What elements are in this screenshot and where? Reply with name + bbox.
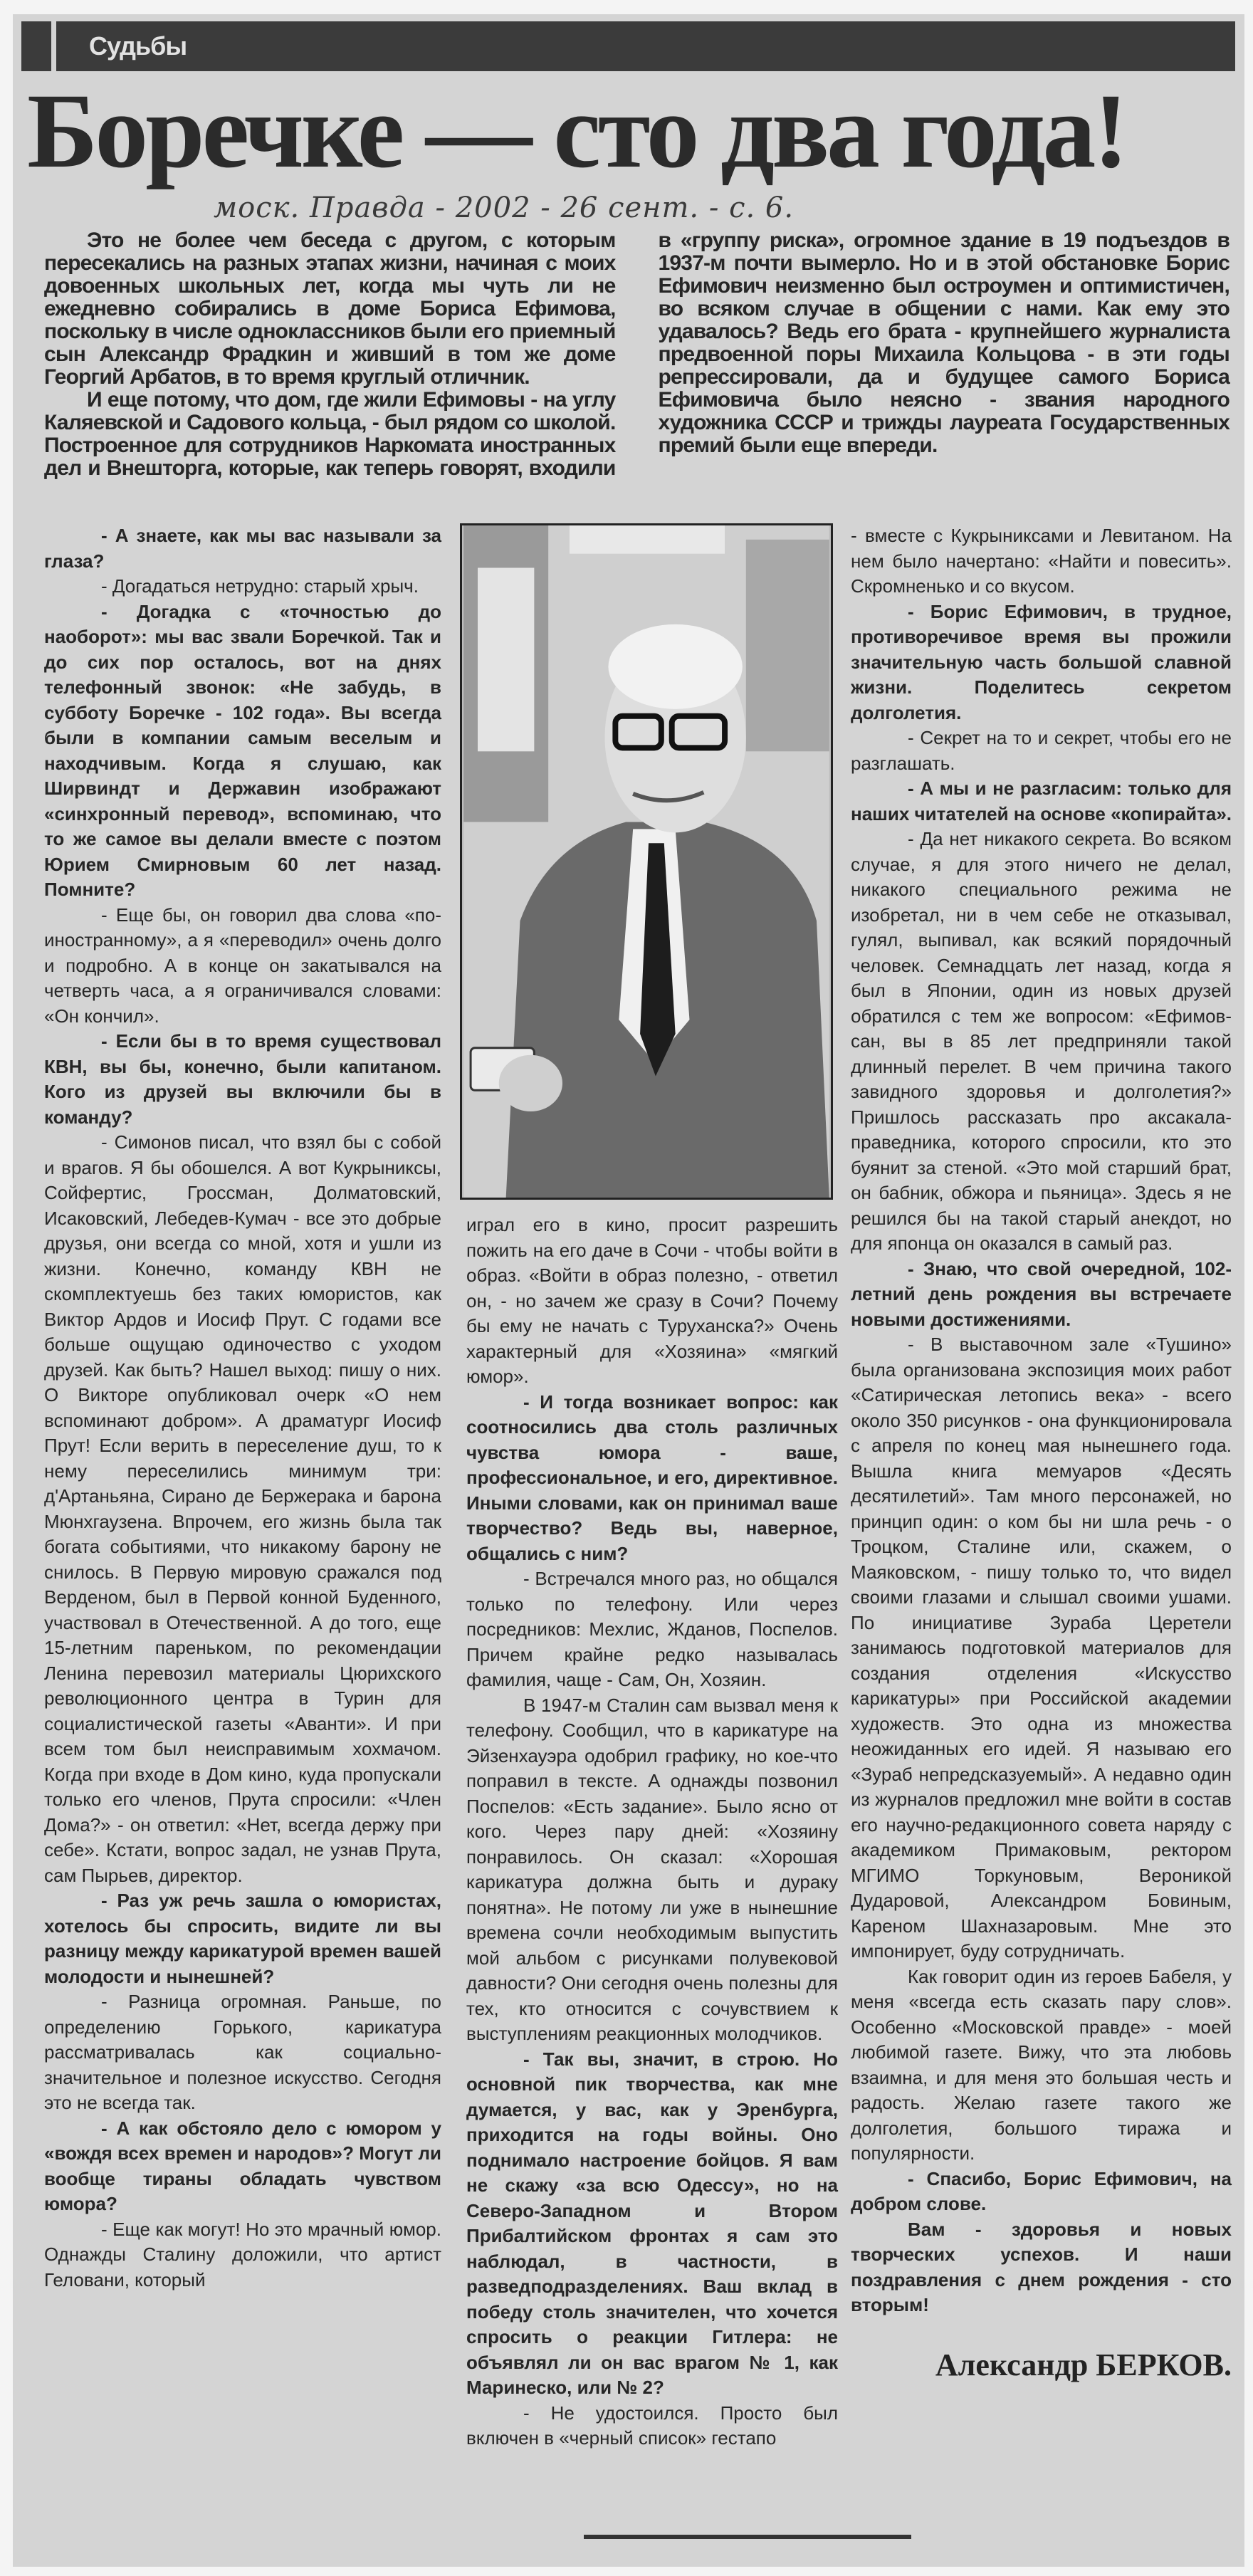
interview-answer: - Секрет на то и секрет, чтобы его не разглашать. — [851, 727, 1232, 774]
author-signature: Александр БЕРКОВ. — [935, 2347, 1232, 2382]
interview-question: - Знаю, что свой очередной, 102-летний день рождения вы встречаете новыми достижениями. — [851, 1257, 1232, 1330]
interview-question: - Если бы в то время существовал КВН, вы бы, конечно, были капитаном. Кого из друзей вы включили бы в команду? — [44, 1030, 441, 1128]
interview-answer: - Встречался много раз, но общался только по телефону. Или через посредников: Мехлис, Жданов, Поспелов. Причем крайне редко называлась фамилия, чаще - Сам, Он, Хозяин. — [466, 1568, 838, 1690]
article-column-2 — [466, 1213, 838, 2451]
interview-question: - Догадка с «точностью до наоборот»: мы вас звали Боречкой. Так и до сих пор осталось, вот на днях телефонный звонок: «Не забудь, в субботу Боречке - 102 года». Вы всегда были в компании самым веселым и находчивым. Когда я слушаю, как Ширвиндт и Державин изображают «синхронный перевод», вспоминаю, что то же самое вы делали вместе с поэтом Юрием Смирновым 60 лет назад. Помните? — [44, 600, 441, 900]
interview-answer: - Да нет никакого секрета. Во всяком случае, я для этого ничего не делал, никакого специального режима не изобретал, ни в чем себе не отказывал, гулял, выпивал, как всякий порядочный человек. Семнадцать лет назад, когда я был в Японии, один из новых друзей обратился с тем же вопросом: «Ефимов-сан, вы в 85 лет предприняли такой длинный перелет. В чем причина такого завидного здоровья и долголетия?» Пришлось рассказать про аксакала-праведника, которого спросили, кто это буянит за стеной. «Это мой старший брат, он бабник, обжора и пьяница». Здесь я не решился бы на такой старый анекдот, но для японца он оказался в самый раз. — [851, 828, 1232, 1254]
article-column-3 — [851, 523, 1232, 2384]
rubric-bar — [21, 21, 1235, 71]
interview-question: - Борис Ефимович, в трудное, противоречивое время вы прожили значительную часть большой славной жизни. Поделитесь секретом долголетия. — [851, 600, 1232, 723]
article-column-1 — [44, 523, 441, 2293]
interview-question: - А как обстояло дело с юмором у «вождя всех времен и народов»? Могут ли вообще тираны обладать чувством юмора? — [44, 2117, 441, 2214]
interview-answer: - вместе с Кукрыниксами и Левитаном. На нем было начертано: «Найти и повесить». Скромненько и со вкусом. — [851, 525, 1232, 597]
interview-answer: - Еще бы, он говорил два слова «по-иностранному», а я «переводил» очень долго и подробно. А в конце он закатывался на четверть часа, а я ограничивался словами: «Он кончил». — [44, 904, 441, 1027]
divider-rule — [584, 2535, 911, 2539]
article-lead — [44, 229, 1230, 480]
interview-answer: Как говорит один из героев Бабеля, у меня «всегда есть сказать пару слов». Особенно «Московской правде» - моей любимой газете. Вижу, что эта любовь взаимна, и для меня это большая честь и радость. Желаю газете такого же долголетия, большого тиража и популярности. — [851, 1965, 1232, 2164]
rubric-label: Судьбы — [89, 31, 187, 61]
interview-question: Вам - здоровья и новых творческих успехов. И наши поздравления с днем рождения - сто вторым! — [851, 2218, 1232, 2315]
headline: Боречке — сто два года! — [27, 72, 1126, 190]
interview-answer: - В выставочном зале «Тушино» была организована экспозиция моих работ «Сатирическая летопись века» - всего около 350 рисунков - она функционировала с апреля по конец мая нынешнего года. Вышла книга мемуаров «Десять десятилетий». Там много персонажей, но принцип один: о ком бы ни шла речь - о Троцком, Сталине или, скажем, о Маяковском, - пишу только то, что видел своими глазами и слышал своими ушами. По инициативе Зураба Церетели занимаюсь подготовкой материалов для создания отделения «Искусство карикатуры» при Российской академии художеств. Это одна из множества неожиданных его идей. Я называю его «Зураб непредсказуемый». А недавно один из журналов предложил мне войти в состав его научно-редакционного совета наряду с академиком Примаковым, ректором МГИМО Торкуновым, Вероникой Дударовой, Александром Бовиным, Кареном Шахназаровым. Мне это импонирует, буду сотрудничать. — [851, 1334, 1232, 1962]
interview-question: - Так вы, значит, в строю. Но основной пик творчества, как мне думается, у вас, как у Эренбурга, приходится на годы войны. Оно поднимало настроение бойцов. Я вам не скажу «за всю Одессу», но на Северо-Западном и Втором Прибалтийском фронтах я сам это наблюдал, в частности, в разведподразделениях. Ваш вклад в победу столь значителен, что хочется спросить о реакции Гитлера: не объявлял ли он вас врагом № 1, как Маринеско, или № 2? — [466, 2048, 838, 2398]
interview-question: - Спасибо, Борис Ефимович, на добром слове. — [851, 2167, 1232, 2214]
interview-answer: - Разница огромная. Раньше, по определению Горького, карикатура рассматривалась как социально-значительное и полезное искусство. Сегодня это не всегда так. — [44, 1991, 441, 2113]
rubric-stripe — [51, 21, 56, 71]
portrait-photo-image — [462, 525, 831, 1198]
interview-question: - А знаете, как мы вас называли за глаза? — [44, 525, 441, 572]
lead-paragraph: И еще потому, что дом, где жили Ефимовы - на углу Каляевской и Садового кольца, - был рядом со школой. Построенное для сотрудников Наркомата иностранных дел и Внешторга, которые, как теперь говорят, входили в «группу риска», огромное здание в 19 подъездов в 1937-м почти вымерло. Но и в этой обстановке Борис Ефимович неизменно был остроумен и оптимистичен, во всяком случае в общении с нами. Как ему это удавалось? Ведь его брата - крупнейшего журналиста предвоенной поры Михаила Кольцова - в эти годы репрессировали, да и будущее самого Бориса Ефимовича было неясно - звания народного художника СССР и трижды лауреата Государственных премий были еще впереди. — [44, 229, 1230, 480]
interview-answer: - Догадаться нетрудно: старый хрыч. — [101, 575, 419, 597]
handwritten-note: моск. Правда - 2002 - 26 сент. - с. 6. — [214, 192, 795, 224]
interview-answer: В 1947-м Сталин сам вызвал меня к телефону. Сообщил, что в карикатуре на Эйзенхауэра одобрил графику, но кое-что поправил в тексте. А однажды позвонил Поспелов: «Есть задание». Было ясно от кого. Через пару дней: «Хозяину понравилось. Он сказал: «Хорошая карикатура должна быть и дураку понятна». Не потому ли уже в нынешние времена сочли необходимым выпустить мой альбом с рисунками полувековой давности? Они сегодня очень полезны для тех, кто относится с сочувствием к выступлениям реакционных молодчиков. — [466, 1694, 838, 2044]
interview-answer: - Еще как могут! Но это мрачный юмор. Однажды Сталину доложили, что артист Геловани, который — [44, 2218, 441, 2290]
interview-answer: играл его в кино, просит разрешить пожить на его даче в Сочи - чтобы войти в образ. «Войти в образ полезно, - ответил он, - но зачем же сразу в Сочи? Почему бы ему не начать с Туруханска?» Очень характерный для «Хозяина» «мягкий юмор». — [466, 1214, 838, 1387]
interview-question: - Раз уж речь зашла о юмористах, хотелось бы спросить, видите ли вы разницу между карикатурой времен вашей молодости и нынешней? — [44, 1890, 441, 1987]
interview-answer: - Симонов писал, что взял бы с собой и врагов. Я бы обошелся. А вот Кукрыниксы, Сойфертис, Гроссман, Долматовский, Исаковский, Лебедев-Кумач - все это добрые друзья, они всегда со мной, хотя и ушли из жизни. Конечно, команду КВН не скомплектуешь без таких юмористов, как Виктор Ардов и Иосиф Прут. С годами все больше ощущаю одиночество с уходом друзей. Как быть? Нашел выход: пишу о них. О Викторе опубликовал очерк «О нем вспоминают добром». А драматург Иосиф Прут! Если верить в переселение душ, то к нему переселились минимум три: д'Артаньяна, Сирано де Бержерака и барона Мюнхгаузена. Впрочем, его жизнь была так богата событиями, что никакому барону не снилось. В Первую мировую сражался под Верденом, был в Первой конной Буденного, участвовал в Отечественной. А до того, еще 15-летним пареньком, по рекомендации Ленина перевозил материалы Цюрихского революционного центра в Турин для социалистической газеты «Аванти». И при всем том был неисправимым хохмачом. Когда при входе в Дом кино, куда пропускали только его членов, Прута спросили: «Член Дома?» - он ответил: «Нет, всегда держу при себе». Кстати, вопрос задал, не узнав Прута, сам Пырьев, директор. — [44, 1131, 441, 1886]
lead-paragraph: Это не более чем беседа с другом, с которым пересекались на разных этапах жизни, начиная с моих довоенных школьных лет, когда мы чуть ли не ежедневно собирались в доме Бориса Ефимова, поскольку в числе одноклассников были его приемный сын Александр Фрадкин и живший в том же доме Георгий Арбатов, в то время круглый отличник. — [44, 229, 616, 389]
portrait-photo — [460, 523, 833, 1200]
interview-question: - А мы и не разгласим: только для наших читателей на основе «копирайта». — [851, 777, 1232, 824]
interview-question: - И тогда возникает вопрос: как соотносились два столь различных чувства юмора - ваше, профессиональное, и его, директивное. Иными словами, как он принимал ваше творчество? Ведь вы, наверное, общались с ним? — [466, 1391, 838, 1564]
interview-answer: - Не удостоился. Просто был включен в «черный список» гестапо — [466, 2402, 838, 2449]
